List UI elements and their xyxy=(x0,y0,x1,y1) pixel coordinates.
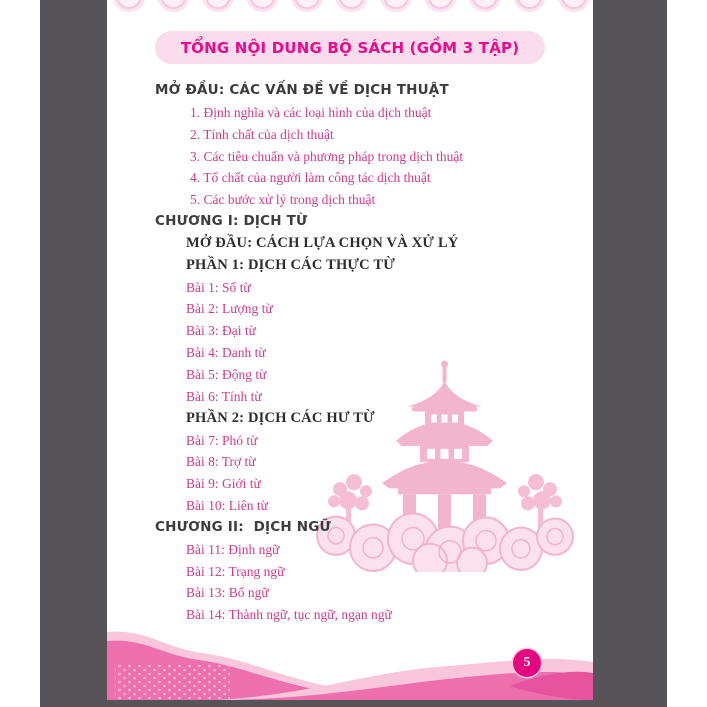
toc-item: CHƯƠNG I: DỊCH TỪ xyxy=(155,213,308,230)
photo-backdrop xyxy=(40,0,667,707)
page-number-badge xyxy=(513,649,541,677)
toc-item: Bài 8: Trợ từ xyxy=(186,454,256,470)
toc-item: Bài 5: Động từ xyxy=(186,366,267,382)
toc-item: 5. Các bước xử lý trong dịch thuật xyxy=(190,192,376,208)
toc-item: Bài 9: Giới từ xyxy=(186,476,261,492)
toc-item: MỞ ĐẦU: CÁCH LỰA CHỌN VÀ XỬ LÝ xyxy=(186,234,459,251)
toc-item: Bài 7: Phó từ xyxy=(186,432,258,448)
toc-item: Bài 2: Lượng từ xyxy=(186,301,273,317)
page-title: TỔNG NỘI DUNG BỘ SÁCH (GỒM 3 TẬP) xyxy=(180,38,520,57)
toc-item: Bài 11: Định ngữ xyxy=(186,541,280,557)
toc-item: Bài 1: Số từ xyxy=(186,279,251,295)
toc-item: PHẦN 2: DỊCH CÁC HƯ TỪ xyxy=(186,409,375,426)
toc-item: MỞ ĐẦU: CÁC VẤN ĐỀ VỀ DỊCH THUẬT xyxy=(155,82,449,98)
title-banner xyxy=(155,31,545,64)
toc-item: CHƯƠNG II: DỊCH NGỮ xyxy=(155,518,331,535)
toc-item: Bài 6: Tính từ xyxy=(186,388,262,404)
toc-item: Bài 4: Danh từ xyxy=(186,345,266,361)
toc-item: 3. Các tiêu chuẩn và phương pháp trong dịch thuật xyxy=(190,148,464,164)
toc-item: Bài 10: Liên từ xyxy=(186,498,268,514)
toc-item: Bài 3: Đại từ xyxy=(186,323,256,339)
table-of-contents xyxy=(155,80,585,626)
toc-item: 2. Tính chất của dịch thuật xyxy=(190,126,334,142)
toc-item: PHẦN 1: DỊCH CÁC THỰC TỪ xyxy=(186,256,396,273)
scallop-border xyxy=(107,0,593,20)
toc-item: Bài 13: Bổ ngữ xyxy=(186,585,269,601)
book-page xyxy=(107,0,593,700)
page-number: 5 xyxy=(523,655,531,670)
toc-item: Bài 12: Trạng ngữ xyxy=(186,563,285,579)
toc-item: 1. Định nghĩa và các loại hình của dịch thuật xyxy=(190,104,432,120)
toc-item: Bài 14: Thành ngữ, tục ngữ, ngạn ngữ xyxy=(186,607,392,623)
toc-item: 4. Tố chất của người làm công tác dịch thuật xyxy=(190,170,431,186)
